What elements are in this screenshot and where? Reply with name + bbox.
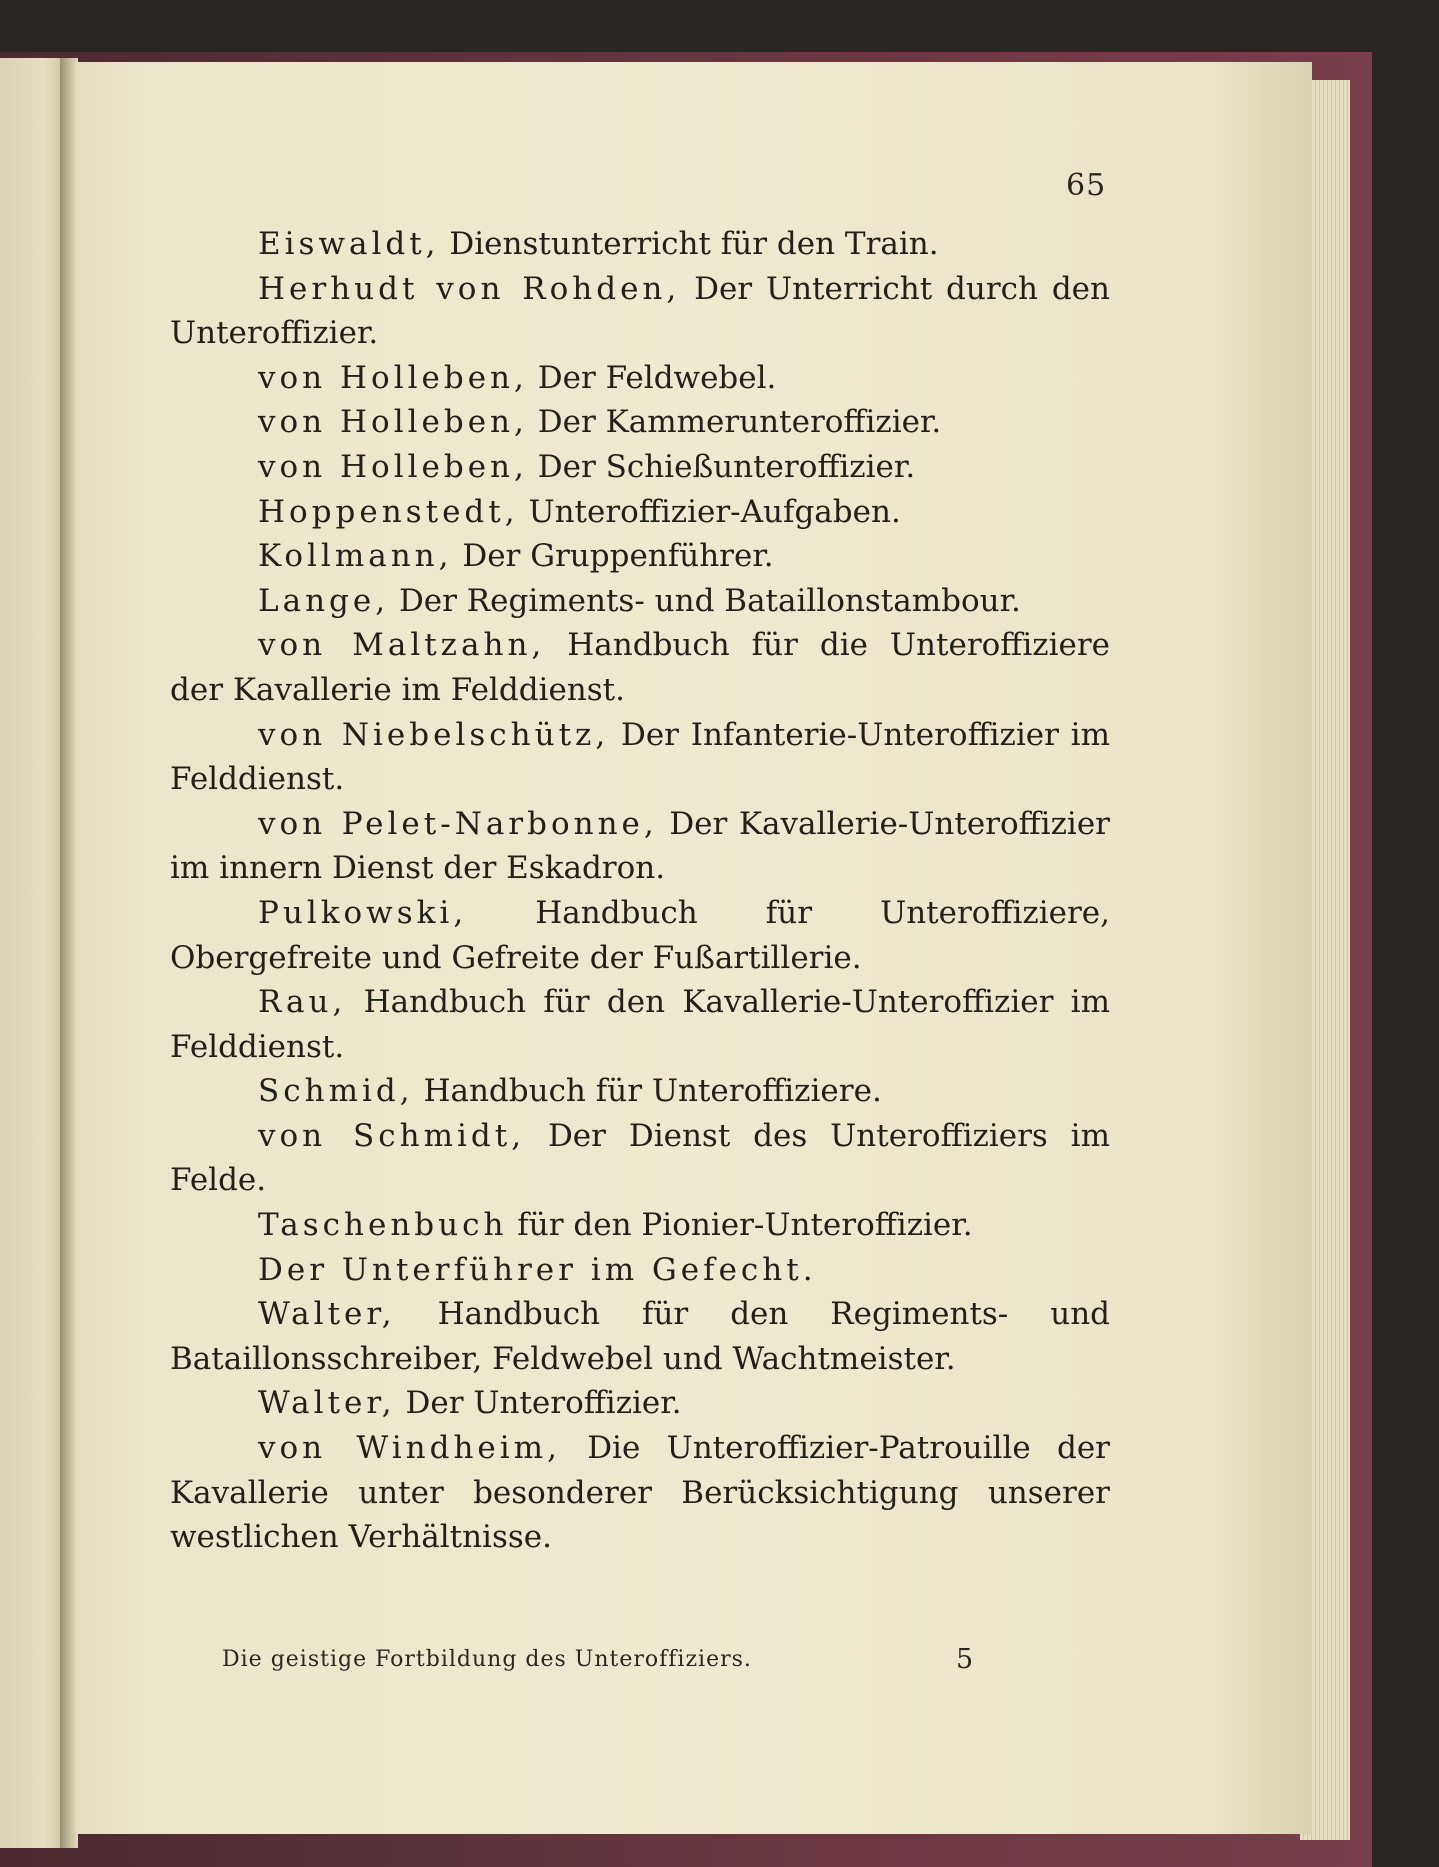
bibliography-entry <box>170 891 1110 980</box>
entry-author: von Pelet-Narbonne, <box>258 805 658 842</box>
entry-title: Der Gruppenführer. <box>462 538 774 575</box>
entry-author: Pulkowski, <box>258 894 468 931</box>
entry-author: Der Unterführer im Gefecht. <box>258 1251 817 1288</box>
entry-title: Der Regiments- und Bataillonstambour. <box>398 582 1021 619</box>
entry-title: Handbuch für den Regiments- und Bataillonsschreiber, Feldwebel und Wachtmeister. <box>170 1296 1111 1377</box>
bibliography-entry <box>170 1114 1110 1203</box>
bibliography-entry <box>170 579 1110 624</box>
signature-mark: 5 <box>956 1644 974 1675</box>
bibliography-entry <box>170 713 1110 802</box>
bibliography-entry <box>170 222 1110 267</box>
entry-author: von Schmidt, <box>258 1117 526 1154</box>
entry-title: Der Feldwebel. <box>537 359 777 396</box>
bibliography-list <box>170 222 1110 1560</box>
footer-book-title: Die geistige Fortbildung des Unteroffiziers. <box>222 1647 752 1672</box>
entry-title: für den Pionier-Unteroffizier. <box>517 1207 973 1244</box>
entry-author: Lange, <box>258 582 390 619</box>
entry-author: von Maltzahn, <box>258 627 546 664</box>
bibliography-entry <box>170 267 1110 356</box>
entry-title: Der Kammerunteroffizier. <box>537 404 942 441</box>
bibliography-entry <box>170 1203 1110 1248</box>
entry-title: Der Dienst des Unteroffiziers im Felde. <box>170 1117 1110 1199</box>
bibliography-entry <box>170 356 1110 401</box>
entry-title: Handbuch für die Unteroffiziere der Kavallerie im Felddienst. <box>170 627 1110 708</box>
page-number: 65 <box>1066 168 1107 203</box>
entry-title: Der Unteroffizier. <box>405 1385 682 1422</box>
entry-author: von Holleben, <box>258 448 528 485</box>
bibliography-entry <box>170 623 1110 712</box>
bibliography-entry <box>170 1381 1110 1426</box>
entry-author: Walter, <box>258 1385 396 1422</box>
entry-title: Dienstunterricht für den Train. <box>449 226 939 262</box>
bibliography-entry <box>170 534 1110 579</box>
entry-title: Handbuch für Unteroffiziere. <box>423 1073 882 1110</box>
entry-title: Der Schießunteroffizier. <box>537 448 916 485</box>
entry-author: Kollmann, <box>258 538 453 575</box>
bibliography-entry <box>170 1248 1110 1293</box>
entry-author: Eiswaldt, <box>258 226 440 262</box>
entry-title: Unteroffizier-Aufgaben. <box>528 493 901 530</box>
entry-author: Rau, <box>258 984 347 1021</box>
entry-author: Hoppenstedt, <box>258 493 519 530</box>
entry-title: Der Unterricht durch den Unteroffizier. <box>170 270 1110 352</box>
entry-title: Handbuch für den Kavallerie-Unteroffizier im Felddienst. <box>170 984 1110 1065</box>
entry-author: Walter, <box>258 1296 396 1333</box>
entry-author: von Niebelschütz, <box>258 716 610 753</box>
bibliography-entry <box>170 490 1110 535</box>
left-page-edge <box>0 58 62 1848</box>
entry-author: Herhudt von Rohden, <box>258 270 681 307</box>
entry-title: Handbuch für Unteroffiziere, Obergefreite und Gefreite der Fußartillerie. <box>170 894 1111 976</box>
entry-title: Der Kavallerie-Unteroffizier im innern Dienst der Eskadron. <box>170 805 1110 887</box>
bibliography-entry <box>170 1292 1110 1381</box>
entry-title: Der Infanterie-Unteroffizier im Felddienst. <box>170 716 1110 798</box>
bibliography-entry <box>170 980 1110 1069</box>
bibliography-entry <box>170 1426 1110 1560</box>
entry-author: Schmid, <box>258 1073 414 1110</box>
bibliography-entry <box>170 1069 1110 1114</box>
bibliography-entry <box>170 400 1110 445</box>
entry-author: von Windheim, <box>258 1430 561 1467</box>
entry-author: von Holleben, <box>258 359 528 396</box>
entry-author: von Holleben, <box>258 404 528 441</box>
bibliography-entry <box>170 802 1110 891</box>
entry-author: Taschenbuch <box>258 1207 508 1244</box>
entry-title: Die Unteroffizier-Patrouille der Kavallerie unter besonderer Berücksichtigung unserer westlichen Verhältnisse. <box>170 1430 1110 1556</box>
bibliography-entry <box>170 445 1110 490</box>
